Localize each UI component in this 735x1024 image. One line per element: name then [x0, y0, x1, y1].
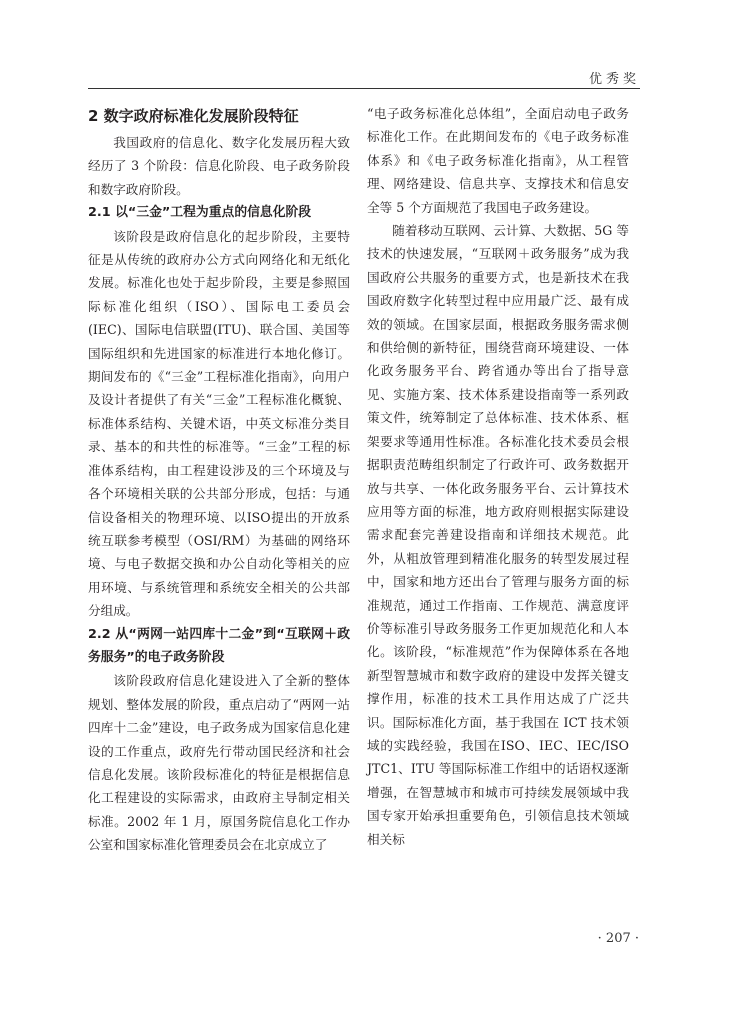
- header-divider: [88, 88, 640, 89]
- subsection-2-paragraph: 该阶段政府信息化建设进入了全新的整体规划、整体发展的阶段，重点启动了“两网一站四库十二金”建设，电子政务成为国家信息化建设的工作重点，政府先行带动国民经济和社会信息化发展。该阶段标准化的特征是根据信息化工程建设的实际需求，由政府主导制定相关标准。2002 年 1 月，原国务院信息化工作办公室和国家标准化管理委员会在北京成立了: [88, 673, 350, 853]
- left-column: [88, 102, 350, 857]
- section-title: 2 数字政府标准化发展阶段特征: [88, 107, 299, 125]
- right-column: [367, 102, 629, 851]
- continued-paragraph: “电子政务标准化总体组”，全面启动电子政务标准化工作。在此期间发布的《电子政务标准体系》和《电子政务标准化指南》，从工程管理、网络建设、信息共享、支撑技术和信息安全等 5 个方面规范了我国电子政务建设。: [367, 106, 629, 215]
- subsection-2-title: 2.2 从“两网一站四库十二金”到“互联网＋政务服务”的电子政务阶段: [88, 626, 350, 665]
- section-award-label: 优秀奖: [588, 72, 640, 87]
- page-number: · 207 ·: [597, 931, 639, 946]
- intro-paragraph: 我国政府的信息化、数字化发展历程大致经历了 3 个阶段：信息化阶段、电子政务阶段和数字政府阶段。: [88, 135, 350, 197]
- subsection-1-title: 2.1 以“三金”工程为重点的信息化阶段: [88, 205, 312, 221]
- subsection-1-paragraph: 该阶段是政府信息化的起步阶段，主要特征是从传统的政府办公方式向网络化和无纸化发展。标准化也处于起步阶段，主要是参照国际标准化组织（ISO）、国际电工委员会(IEC)、国际电信联盟(ITU)、联合国、美国等国际组织和先进国家的标准进行本地化修订。期间发布的《“三金”工程标准化指南》，向用户及设计者提供了有关“三金”工程标准化概貌、标准体系结构、关键术语，中英文标准分类目录、基本的和共性的标准等。“三金”工程的标准体系结构，由工程建设涉及的三个环境及与各个环境相关联的公共部分形成，包括：与通信设备相关的物理环境、以ISO提出的开放系统互联参考模型（OSI/RM）为基础的网络环境、与电子数据交换和办公自动化等相关的应用环境、与系统管理和系统安全相关的公共部分组成。: [88, 228, 350, 619]
- internet-plus-paragraph: 随着移动互联网、云计算、大数据、5G 等技术的快速发展，“互联网＋政务服务”成为我国政府公共服务的重要方式，也是新技术在我国政府数字化转型过程中应用最广泛、最有成效的领域。在国家层面，根据政务服务需求侧和供给侧的新特征，围绕营商环境建设、一体化政务服务平台、跨省通办等出台了指导意见、实施方案、技术体系建设指南等一系列政策文件，统筹制定了总体标准、技术体系、框架要求等通用性标准。各标准化技术委员会根据职责范畴组织制定了行政许可、政务数据开放与共享、一体化政务服务平台、云计算技术应用等方面的标准，地方政府则根据实际建设需求配套完善建设指南和详细技术规范。此外，从粗放管理到精准化服务的转型发展过程中，国家和地方还出台了管理与服务方面的标准规范，通过工作指南、工作规范、满意度评价等标准引导政务服务工作更加规范化和人本化。该阶段，“标准规范”作为保障体系在各地新型智慧城市和数字政府的建设中发挥关键支撑作用，标准的技术工具作用达成了广泛共识。国际标准化方面，基于我国在 ICT 技术领域的实践经验，我国在ISO、IEC、IEC/ISO JTC1、ITU 等国际标准工作组中的话语权逐渐增强，在智慧城市和城市可持续发展领域中我国专家开始承担重要角色，引领信息技术领域相关标: [367, 223, 629, 847]
